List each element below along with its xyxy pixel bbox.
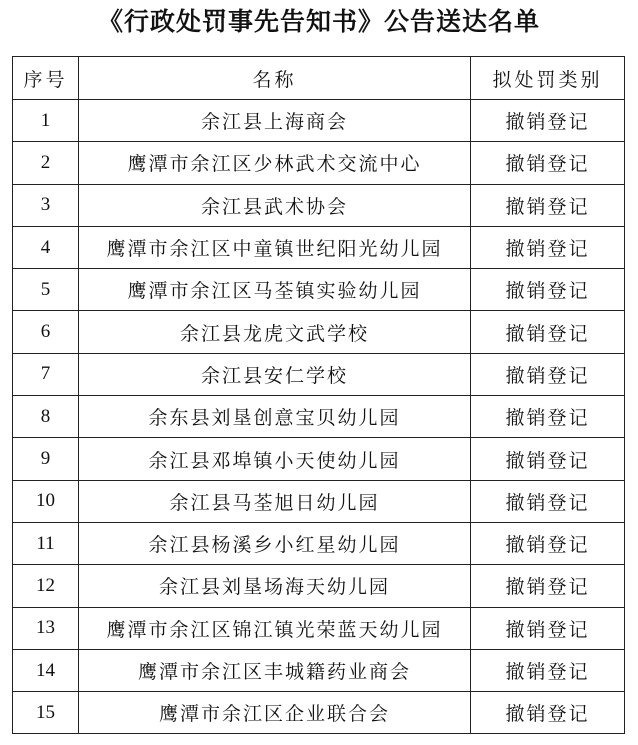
row-penalty-cell: 撤销登记 bbox=[471, 269, 625, 311]
row-penalty-cell: 撤销登记 bbox=[471, 522, 625, 564]
table-header-row bbox=[13, 57, 625, 100]
row-number-cell: 11 bbox=[13, 522, 79, 564]
row-name-cell: 鹰潭市余江区锦江镇光荣蓝天幼儿园 bbox=[79, 607, 471, 649]
row-penalty-cell: 撤销登记 bbox=[471, 353, 625, 395]
table-row bbox=[13, 184, 625, 226]
row-number-cell: 6 bbox=[13, 311, 79, 353]
table-row bbox=[13, 480, 625, 522]
table-row bbox=[13, 522, 625, 564]
row-number-cell: 3 bbox=[13, 184, 79, 226]
row-number-cell: 7 bbox=[13, 353, 79, 395]
row-name-cell: 余江县龙虎文武学校 bbox=[79, 311, 471, 353]
row-penalty-cell: 撤销登记 bbox=[471, 142, 625, 184]
row-penalty-cell: 撤销登记 bbox=[471, 311, 625, 353]
notice-roster-table bbox=[12, 56, 625, 734]
table-row bbox=[13, 100, 625, 142]
row-name-cell: 余江县武术协会 bbox=[79, 184, 471, 226]
row-number-cell: 4 bbox=[13, 226, 79, 268]
row-penalty-cell: 撤销登记 bbox=[471, 692, 625, 734]
row-name-cell: 余江县上海商会 bbox=[79, 100, 471, 142]
row-number-cell: 1 bbox=[13, 100, 79, 142]
row-number-cell: 9 bbox=[13, 438, 79, 480]
row-number-cell: 10 bbox=[13, 480, 79, 522]
row-number-cell: 14 bbox=[13, 649, 79, 691]
row-number-cell: 13 bbox=[13, 607, 79, 649]
table-row bbox=[13, 269, 625, 311]
row-number-cell: 12 bbox=[13, 565, 79, 607]
row-name-cell: 余江县安仁学校 bbox=[79, 353, 471, 395]
header-name: 名称 bbox=[79, 57, 471, 100]
row-penalty-cell: 撤销登记 bbox=[471, 480, 625, 522]
row-name-cell: 鹰潭市余江区丰城籍药业商会 bbox=[79, 649, 471, 691]
row-name-cell: 余东县刘垦创意宝贝幼儿园 bbox=[79, 396, 471, 438]
header-penalty: 拟处罚类别 bbox=[471, 57, 625, 100]
row-name-cell: 余江县马荃旭日幼儿园 bbox=[79, 480, 471, 522]
row-number-cell: 15 bbox=[13, 692, 79, 734]
document-title: 《行政处罚事先告知书》公告送达名单 bbox=[97, 7, 540, 36]
row-name-cell: 余江县刘垦场海天幼儿园 bbox=[79, 565, 471, 607]
table-row bbox=[13, 438, 625, 480]
table-body bbox=[13, 100, 625, 734]
table-row bbox=[13, 226, 625, 268]
row-name-cell: 余江县邓埠镇小天使幼儿园 bbox=[79, 438, 471, 480]
row-name-cell: 鹰潭市余江区少林武术交流中心 bbox=[79, 142, 471, 184]
row-number-cell: 2 bbox=[13, 142, 79, 184]
row-penalty-cell: 撤销登记 bbox=[471, 100, 625, 142]
row-penalty-cell: 撤销登记 bbox=[471, 396, 625, 438]
row-penalty-cell: 撤销登记 bbox=[471, 649, 625, 691]
table-row bbox=[13, 396, 625, 438]
row-penalty-cell: 撤销登记 bbox=[471, 607, 625, 649]
row-penalty-cell: 撤销登记 bbox=[471, 565, 625, 607]
row-penalty-cell: 撤销登记 bbox=[471, 438, 625, 480]
table-row bbox=[13, 692, 625, 734]
row-penalty-cell: 撤销登记 bbox=[471, 226, 625, 268]
table-row bbox=[13, 353, 625, 395]
row-penalty-cell: 撤销登记 bbox=[471, 184, 625, 226]
row-name-cell: 鹰潭市余江区企业联合会 bbox=[79, 692, 471, 734]
table-row bbox=[13, 565, 625, 607]
header-number: 序号 bbox=[13, 57, 79, 100]
row-number-cell: 8 bbox=[13, 396, 79, 438]
row-name-cell: 鹰潭市余江区中童镇世纪阳光幼儿园 bbox=[79, 226, 471, 268]
table-row bbox=[13, 649, 625, 691]
row-name-cell: 鹰潭市余江区马荃镇实验幼儿园 bbox=[79, 269, 471, 311]
table-row bbox=[13, 311, 625, 353]
row-number-cell: 5 bbox=[13, 269, 79, 311]
row-name-cell: 余江县杨溪乡小红星幼儿园 bbox=[79, 522, 471, 564]
table-row bbox=[13, 142, 625, 184]
table-row bbox=[13, 607, 625, 649]
